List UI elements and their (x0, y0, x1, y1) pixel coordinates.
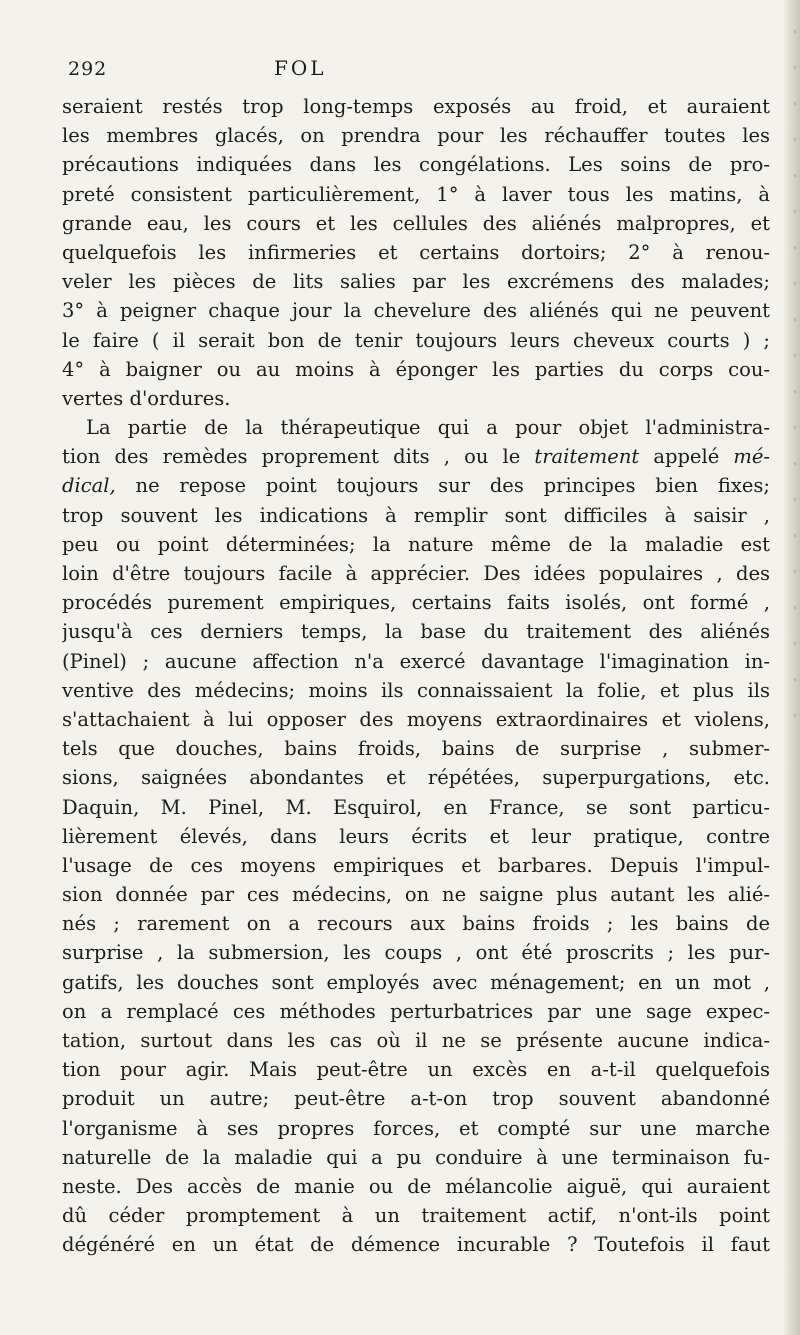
text-line: ventive des médecins; moins ils connaissaient la folie, et plus ils (62, 678, 770, 702)
text-line: 3° à peigner chaque jour la chevelure des aliénés qui ne peuvent (62, 299, 770, 323)
text-line: trop souvent les indications à remplir sont difficiles à saisir , (62, 503, 770, 527)
text-line: Daquin, M. Pinel, M. Esquirol, en France, se sont particu- (62, 795, 770, 819)
body-text (62, 92, 770, 1260)
text-segment: appelé (653, 445, 720, 469)
text-line: tels que douches, bains froids, bains de surprise , submer- (62, 737, 770, 761)
text-line: peu ou point déterminées; la nature même de la maladie est (62, 532, 770, 556)
text-line: surprise , la submersion, les coups , ont été proscrits ; les pur- (62, 941, 770, 965)
text-line: sion donnée par ces médecins, on ne saigne plus autant les alié- (62, 883, 770, 907)
text-line: précautions indiquées dans les congélations. Les soins de pro- (62, 153, 770, 177)
text-line-italic-phrases (62, 471, 770, 500)
text-line: sions, saignées abondantes et répétées, superpurgations, etc. (62, 766, 770, 790)
text-line: seraient restés trop long-temps exposés au froid, et auraient (62, 95, 770, 118)
text-segment: ne repose point toujours sur des principes bien fixes; (135, 474, 770, 498)
italic-term: dical, (62, 474, 116, 498)
text-line: procédés purement empiriques, certains faits isolés, ont formé , (62, 591, 770, 615)
page-edge-marks (794, 30, 796, 730)
italic-term: traitement (534, 445, 640, 469)
italic-term: mé- (733, 445, 770, 469)
text-line: on a remplacé ces méthodes perturbatrices par une sage expec- (62, 999, 770, 1023)
text-line: lièrement élevés, dans leurs écrits et leur pratique, contre (62, 824, 770, 848)
text-line: neste. Des accès de manie ou de mélancolie aiguë, qui auraient (62, 1174, 770, 1198)
text-line: l'organisme à ses propres forces, et compté sur une marche (62, 1116, 770, 1140)
running-head: FOL (274, 56, 327, 80)
text-line: l'usage de ces moyens empiriques et barbares. Depuis l'impul- (62, 853, 770, 877)
text-line: les membres glacés, on prendra pour les réchauffer toutes les (62, 124, 770, 148)
text-line: dégénéré en un état de démence incurable ? Toutefois il faut (62, 1233, 770, 1257)
page-header (68, 58, 768, 86)
text-line: quelquefois les infirmeries et certains dortoirs; 2° à renou- (62, 240, 770, 264)
text-line: loin d'être toujours facile à apprécier. Des idées populaires , des (62, 562, 770, 585)
text-line: (Pinel) ; aucune affection n'a exercé davantage l'imagination in- (62, 649, 770, 673)
text-line: dû céder promptement à un traitement actif, n'ont-ils point (62, 1204, 770, 1228)
text-line: veler les pièces de lits salies par les excrémens des malades; (62, 270, 770, 294)
text-line: 4° à baigner ou au moins à éponger les parties du corps cou- (62, 357, 770, 381)
page-edge (784, 0, 800, 1335)
text-line: tation, surtout dans les cas où il ne se présente aucune indica- (62, 1029, 770, 1052)
text-line: produit un autre; peut-être a-t-on trop souvent abandonné (62, 1087, 770, 1111)
text-line: naturelle de la maladie qui a pu conduire à une terminaison fu- (62, 1145, 770, 1169)
text-line: jusqu'à ces derniers temps, la base du traitement des aliénés (62, 620, 770, 644)
text-line: tion pour agir. Mais peut-être un excès en a-t-il quelquefois (62, 1058, 770, 1082)
text-line: grande eau, les cours et les cellules des aliénés malpropres, et (62, 211, 770, 235)
text-segment: tion des remèdes proprement dits , ou le (62, 445, 521, 469)
text-line: s'attachaient à lui opposer des moyens extraordinaires et violens, (62, 707, 770, 731)
page-number: 292 (68, 58, 108, 80)
text-line: preté consistent particulièrement, 1° à laver tous les matins, à (62, 182, 770, 206)
text-line: gatifs, les douches sont employés avec ménagement; en un mot , (62, 970, 770, 994)
text-line-italic-phrases (62, 442, 770, 471)
text-line: nés ; rarement on a recours aux bains froids ; les bains de (62, 912, 770, 936)
text-line: le faire ( il serait bon de tenir toujours leurs cheveux courts ) ; (62, 328, 770, 352)
paragraph-end-line: vertes d'ordures. (62, 386, 231, 410)
paragraph-start-line: La partie de la thérapeutique qui a pour objet l'administra- (86, 416, 770, 440)
